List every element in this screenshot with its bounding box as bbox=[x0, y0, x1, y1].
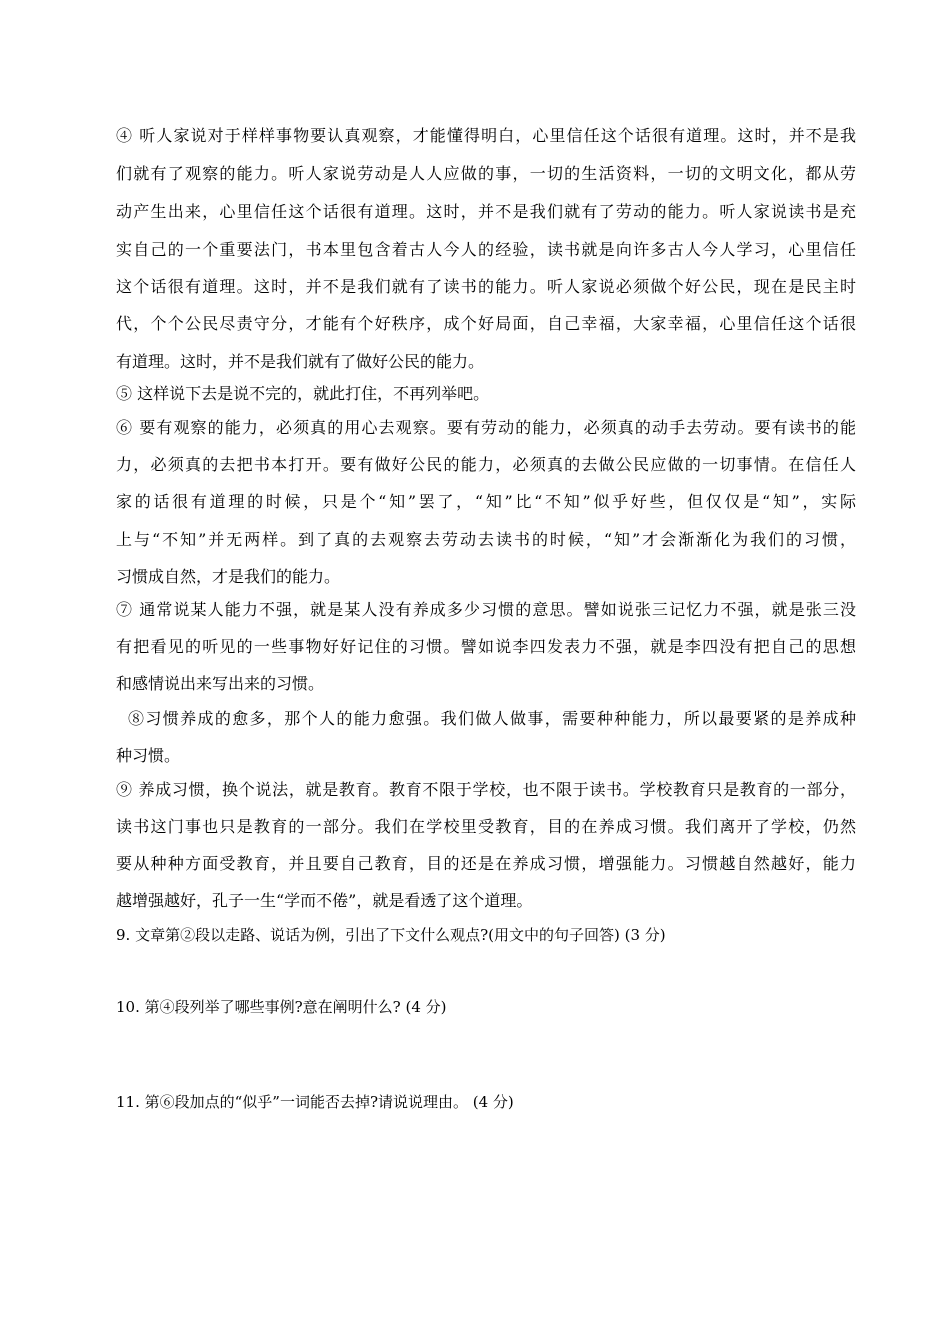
passage-line: 和感情说出来写出来的习惯。 bbox=[116, 674, 325, 693]
passage-line: 们就有了观察的能力。听人家说劳动是人人应做的事，一切的生活资料，一切的文明文化，都从劳 bbox=[116, 164, 856, 183]
passage-line: ⑨ 养成习惯，换个说法，就是教育。教育不限于学校，也不限于读书。学校教育只是教育的一部分， bbox=[116, 780, 856, 799]
passage-line: 动产生出来，心里信任这个话很有道理。这时，并不是我们就有了劳动的能力。听人家说读书是充 bbox=[116, 202, 856, 221]
passage-line: 代，个个公民尽责守分，才能有个好秩序，成个好局面，自己幸福，大家幸福，心里信任这个话很 bbox=[116, 314, 856, 333]
passage-line: 习惯成自然，才是我们的能力。 bbox=[116, 567, 341, 586]
passage-line: ④ 听人家说对于样样事物要认真观察，才能懂得明白，心里信任这个话很有道理。这时，并不是我 bbox=[116, 126, 856, 145]
passage-line: 种习惯。 bbox=[116, 746, 181, 765]
passage-line: 有道理。这时，并不是我们就有了做好公民的能力。 bbox=[116, 352, 485, 371]
question-11: 11. 第⑥段加点的“似乎”一词能否去掉?请说说理由。 (4 分) bbox=[116, 1093, 514, 1111]
question-10: 10. 第④段列举了哪些事例?意在阐明什么? (4 分) bbox=[116, 998, 447, 1016]
passage-line: ⑧习惯养成的愈多，那个人的能力愈强。我们做人做事，需要种种能力，所以最要紧的是养成种 bbox=[128, 709, 856, 728]
passage-line: ⑥ 要有观察的能力，必须真的用心去观察。要有劳动的能力，必须真的动手去劳动。要有读书的能 bbox=[116, 418, 856, 437]
passage-line: 家的话很有道理的时候，只是个“知”罢了，“知”比“不知”似乎好些，但仅仅是“知”，实际 bbox=[116, 492, 856, 511]
passage-line: 越增强越好，孔子一生“学而不倦”，就是看透了这个道理。 bbox=[116, 891, 533, 910]
question-9: 9. 文章第②段以走路、说话为例，引出了下文什么观点?(用文中的句子回答) (3 分) bbox=[116, 926, 666, 944]
passage-line: ⑤ 这样说下去是说不完的，就此打住，不再列举吧。 bbox=[116, 384, 490, 403]
passage-line: 实自己的一个重要法门，书本里包含着古人今人的经验，读书就是向许多古人今人学习，心里信任 bbox=[116, 240, 856, 259]
passage-line: 上与“不知”并无两样。到了真的去观察去劳动去读书的时候，“知”才会渐渐化为我们的习惯， bbox=[116, 530, 856, 549]
passage-line: 读书这门事也只是教育的一部分。我们在学校里受教育，目的在养成习惯。我们离开了学校，仍然 bbox=[116, 817, 856, 836]
passage-line: 要从种种方面受教育，并且要自己教育，目的还是在养成习惯，增强能力。习惯越自然越好，能力 bbox=[116, 854, 856, 873]
passage-line: 这个话很有道理。这时，并不是我们就有了读书的能力。听人家说必须做个好公民，现在是民主时 bbox=[116, 277, 856, 296]
passage-line: ⑦ 通常说某人能力不强，就是某人没有养成多少习惯的意思。譬如说张三记忆力不强，就是张三没 bbox=[116, 600, 856, 619]
passage-line: 有把看见的听见的一些事物好好记住的习惯。譬如说李四发表力不强，就是李四没有把自己的思想 bbox=[116, 637, 856, 656]
passage-line: 力，必须真的去把书本打开。要有做好公民的能力，必须真的去做公民应做的一切事情。在信任人 bbox=[116, 455, 856, 474]
